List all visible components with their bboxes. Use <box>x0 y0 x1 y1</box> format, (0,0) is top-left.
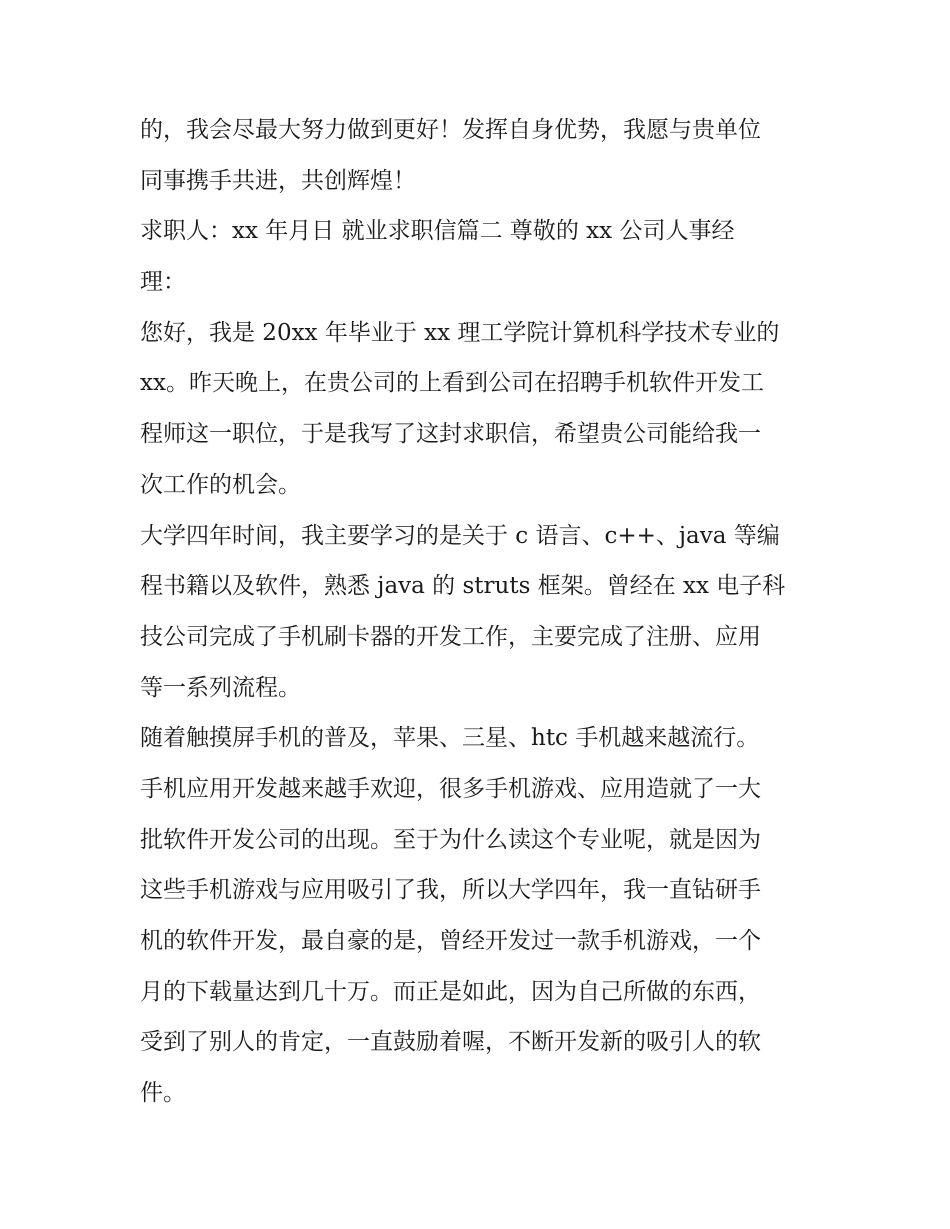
text-line: 次工作的机会。 <box>140 471 301 498</box>
text-line: xx。昨天晚上，在贵公司的上看到公司在招聘手机软件开发工 <box>140 370 764 397</box>
text-line: 同事携手共进，共创辉煌！ <box>140 167 416 194</box>
text-line: 等一系列流程。 <box>140 674 301 701</box>
letter-body <box>140 105 820 1119</box>
text-line: 的，我会尽最大努力做到更好！发挥自身优势，我愿与贵单位 <box>140 117 761 143</box>
text-line: 件。 <box>140 1080 186 1107</box>
text-line: 程师这一职位，于是我写了这封求职信，希望贵公司能给我一 <box>140 421 761 448</box>
text-line: 机的软件开发，最自豪的是，曾经开发过一款手机游戏，一个 <box>140 928 761 954</box>
text-line: 手机应用开发越来越手欢迎，很多手机游戏、应用造就了一大 <box>140 775 761 802</box>
text-line: 大学四年时间，我主要学习的是关于 c 语言、c++、java 等编 <box>140 522 780 549</box>
text-line: 程书籍以及软件，熟悉 java 的 struts 框架。曾经在 xx 电子科 <box>140 573 786 600</box>
text-line: 求职人：xx 年月日 就业求职信篇二 尊敬的 xx 公司人事经 <box>140 218 735 245</box>
text-line: 这些手机游戏与应用吸引了我，所以大学四年，我一直钻研手 <box>140 877 761 904</box>
text-line: 月的下载量达到几十万。而正是如此，因为自己所做的东西， <box>140 978 761 1005</box>
text-line: 受到了别人的肯定，一直鼓励着喔，不断开发新的吸引人的软 <box>140 1029 761 1056</box>
text-line: 您好，我是 20xx 年毕业于 xx 理工学院计算机科学技术专业的 <box>140 319 780 346</box>
text-line: 随着触摸屏手机的普及，苹果、三星、htc 手机越来越流行。 <box>140 725 760 752</box>
text-line: 理： <box>140 269 186 296</box>
text-line: 技公司完成了手机刷卡器的开发工作，主要完成了注册、应用 <box>140 623 761 650</box>
text-line: 批软件开发公司的出现。至于为什么读这个专业呢，就是因为 <box>140 826 761 853</box>
